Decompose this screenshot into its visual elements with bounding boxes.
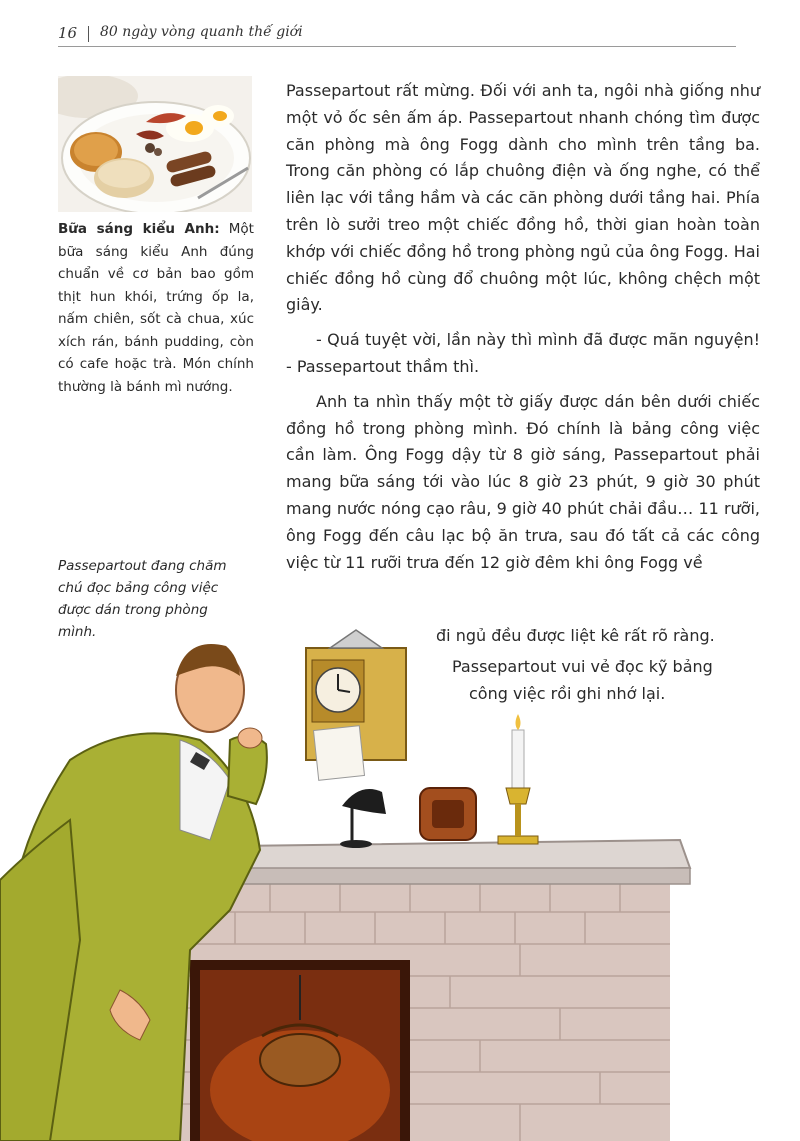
paragraph-1: Passepartout rất mừng. Đối với anh ta, ngôi nhà giống như một vỏ ốc sên ấm áp. Passepartout nhanh chóng tìm được căn phòng mà ông Fogg dành cho mình trên tầng ba. Trong căn phòng có lắp chuông điện và ống nghe, có thể liên lạc với tầng hầm và các căn phòng dưới tầng hai. Phía trên lò sưởi treo một chiếc đồng hồ, thời gian hoàn toàn khớp với chiếc đồng hồ trong phòng ngủ của ông Fogg. Hai chiếc đồng hồ cùng đổ chuông một lúc, không chệch một giây. [286,81,760,315]
header-rule [58,46,736,47]
breakfast-photo [58,76,252,212]
paragraph-4-line-1: Passepartout vui vẻ đọc kỹ bảng [452,657,713,676]
caption-text: Một bữa sáng kiểu Anh đúng chuẩn về cơ bản bao gồm thịt hun khói, trứng ốp la, nấm chiên, sốt cà chua, xúc xích rán, bánh pudding, còn có cafe hoặc trà. Món chính thường là bánh mì nướng. [58,221,254,395]
body-text [286,78,760,584]
body-line-last: đi ngủ đều được liệt kê rất rõ ràng. [436,626,715,645]
illustration-caption: Passepartout đang chăm chú đọc bảng công việc được dán trong phòng mình. [58,558,227,640]
page-header [58,24,736,46]
paragraph-2: - Quá tuyệt vời, lần này thì mình đã được mãn nguyện! - Passepartout thầm thì. [286,330,760,376]
passepartout-illustration [0,600,800,1141]
caption-title: Bữa sáng kiểu Anh: [58,221,220,237]
paragraph-4-line-2: công việc rồi ghi nhớ lại. [469,684,666,703]
paragraph-3: Anh ta nhìn thấy một tờ giấy được dán bên dưới chiếc đồng hồ trong phòng mình. Đó chính là bảng công việc cần làm. Ông Fogg dậy từ 8 giờ sáng, Passepartout phải mang bữa sáng tới vào lúc 8 giờ 23 phút, 9 giờ 30 phút mang nước nóng cạo râu, 9 giờ 40 phút chải đầu… 11 rưỡi, ông Fogg đến câu lạc bộ ăn trưa, sau đó tất cả các công việc từ 11 rưỡi trưa đến 12 giờ đêm khi ông Fogg về [286,391,760,572]
page-number: 16 [58,24,78,42]
breakfast-caption [58,218,254,398]
header-separator [88,26,89,42]
running-title: 80 ngày vòng quanh thế giới [100,24,303,40]
